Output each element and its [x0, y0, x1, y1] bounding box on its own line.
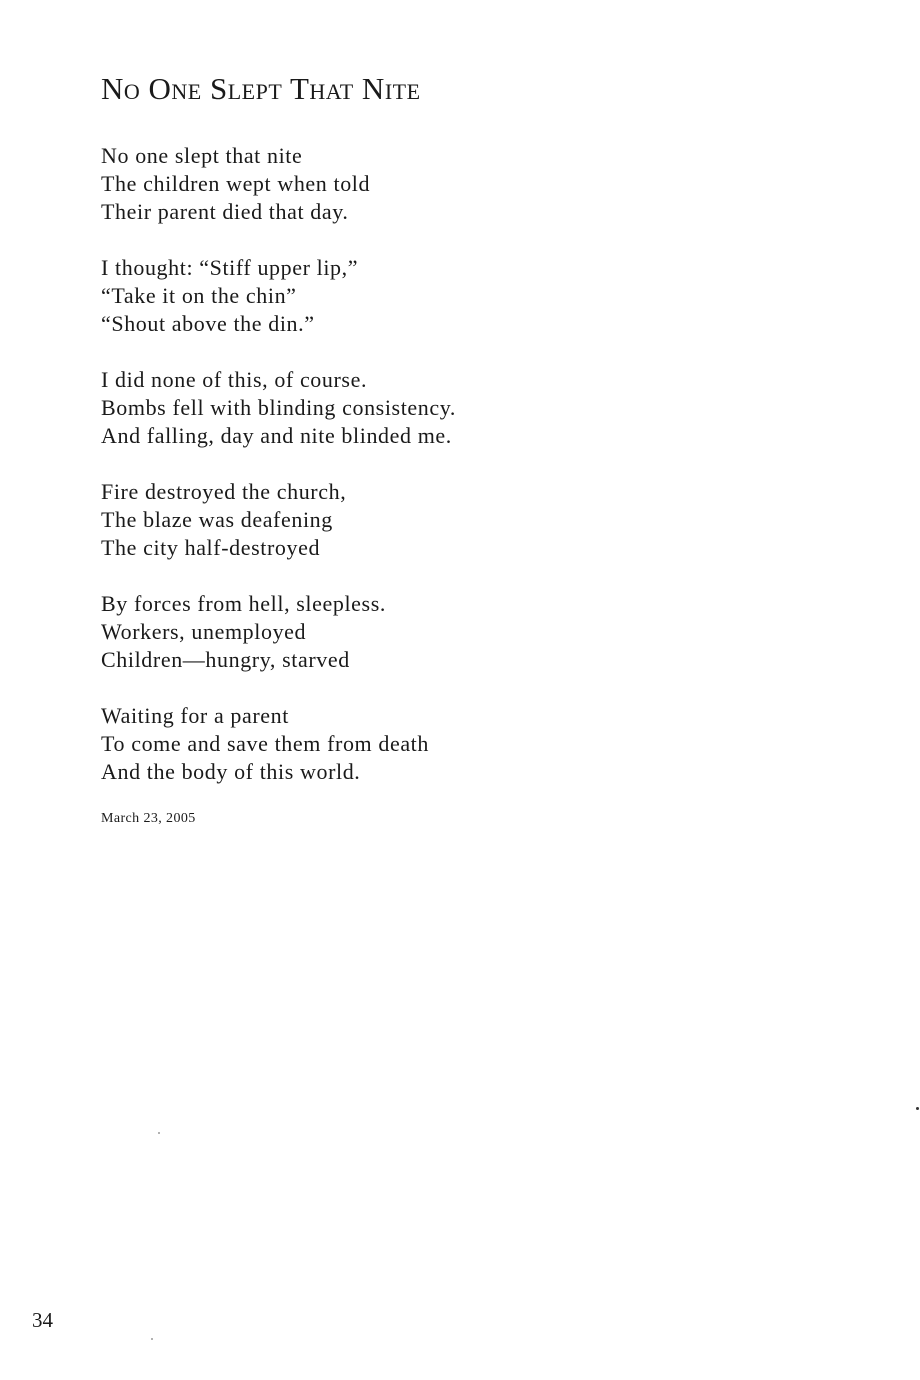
stanza — [101, 702, 861, 786]
poem-line: Fire destroyed the church, — [101, 479, 347, 504]
poem-line: “Take it on the chin” — [101, 283, 297, 308]
poem-line: Their parent died that day. — [101, 199, 349, 224]
stanza — [101, 366, 861, 450]
poem-line: The children wept when told — [101, 171, 371, 196]
poem-title: No One Slept That Nite — [101, 71, 421, 106]
poem-line: The blaze was deafening — [101, 507, 333, 532]
poem-line: To come and save them from death — [101, 731, 429, 756]
scan-speck — [158, 1132, 160, 1134]
poem-line: “Shout above the din.” — [101, 311, 315, 336]
poem-line: No one slept that nite — [101, 143, 303, 168]
scan-speck — [151, 1338, 153, 1340]
scan-speck — [916, 1107, 919, 1110]
poem-line: I thought: “Stiff upper lip,” — [101, 255, 359, 280]
poem-line: And falling, day and nite blinded me. — [101, 423, 452, 448]
poem-line: And the body of this world. — [101, 759, 361, 784]
stanza — [101, 590, 861, 674]
poem-line: By forces from hell, sleepless. — [101, 591, 386, 616]
page-number: 34 — [32, 1308, 53, 1332]
poem-line: Bombs fell with blinding consistency. — [101, 395, 457, 420]
poem-line: The city half-destroyed — [101, 535, 321, 560]
poem-line: I did none of this, of course. — [101, 367, 368, 392]
poem-line: Waiting for a parent — [101, 703, 289, 728]
poem-body — [101, 142, 861, 814]
poem-date: March 23, 2005 — [101, 811, 196, 826]
stanza — [101, 254, 861, 338]
poem-line: Children—hungry, starved — [101, 647, 350, 672]
stanza — [101, 142, 861, 226]
stanza — [101, 478, 861, 562]
poem-line: Workers, unemployed — [101, 619, 307, 644]
